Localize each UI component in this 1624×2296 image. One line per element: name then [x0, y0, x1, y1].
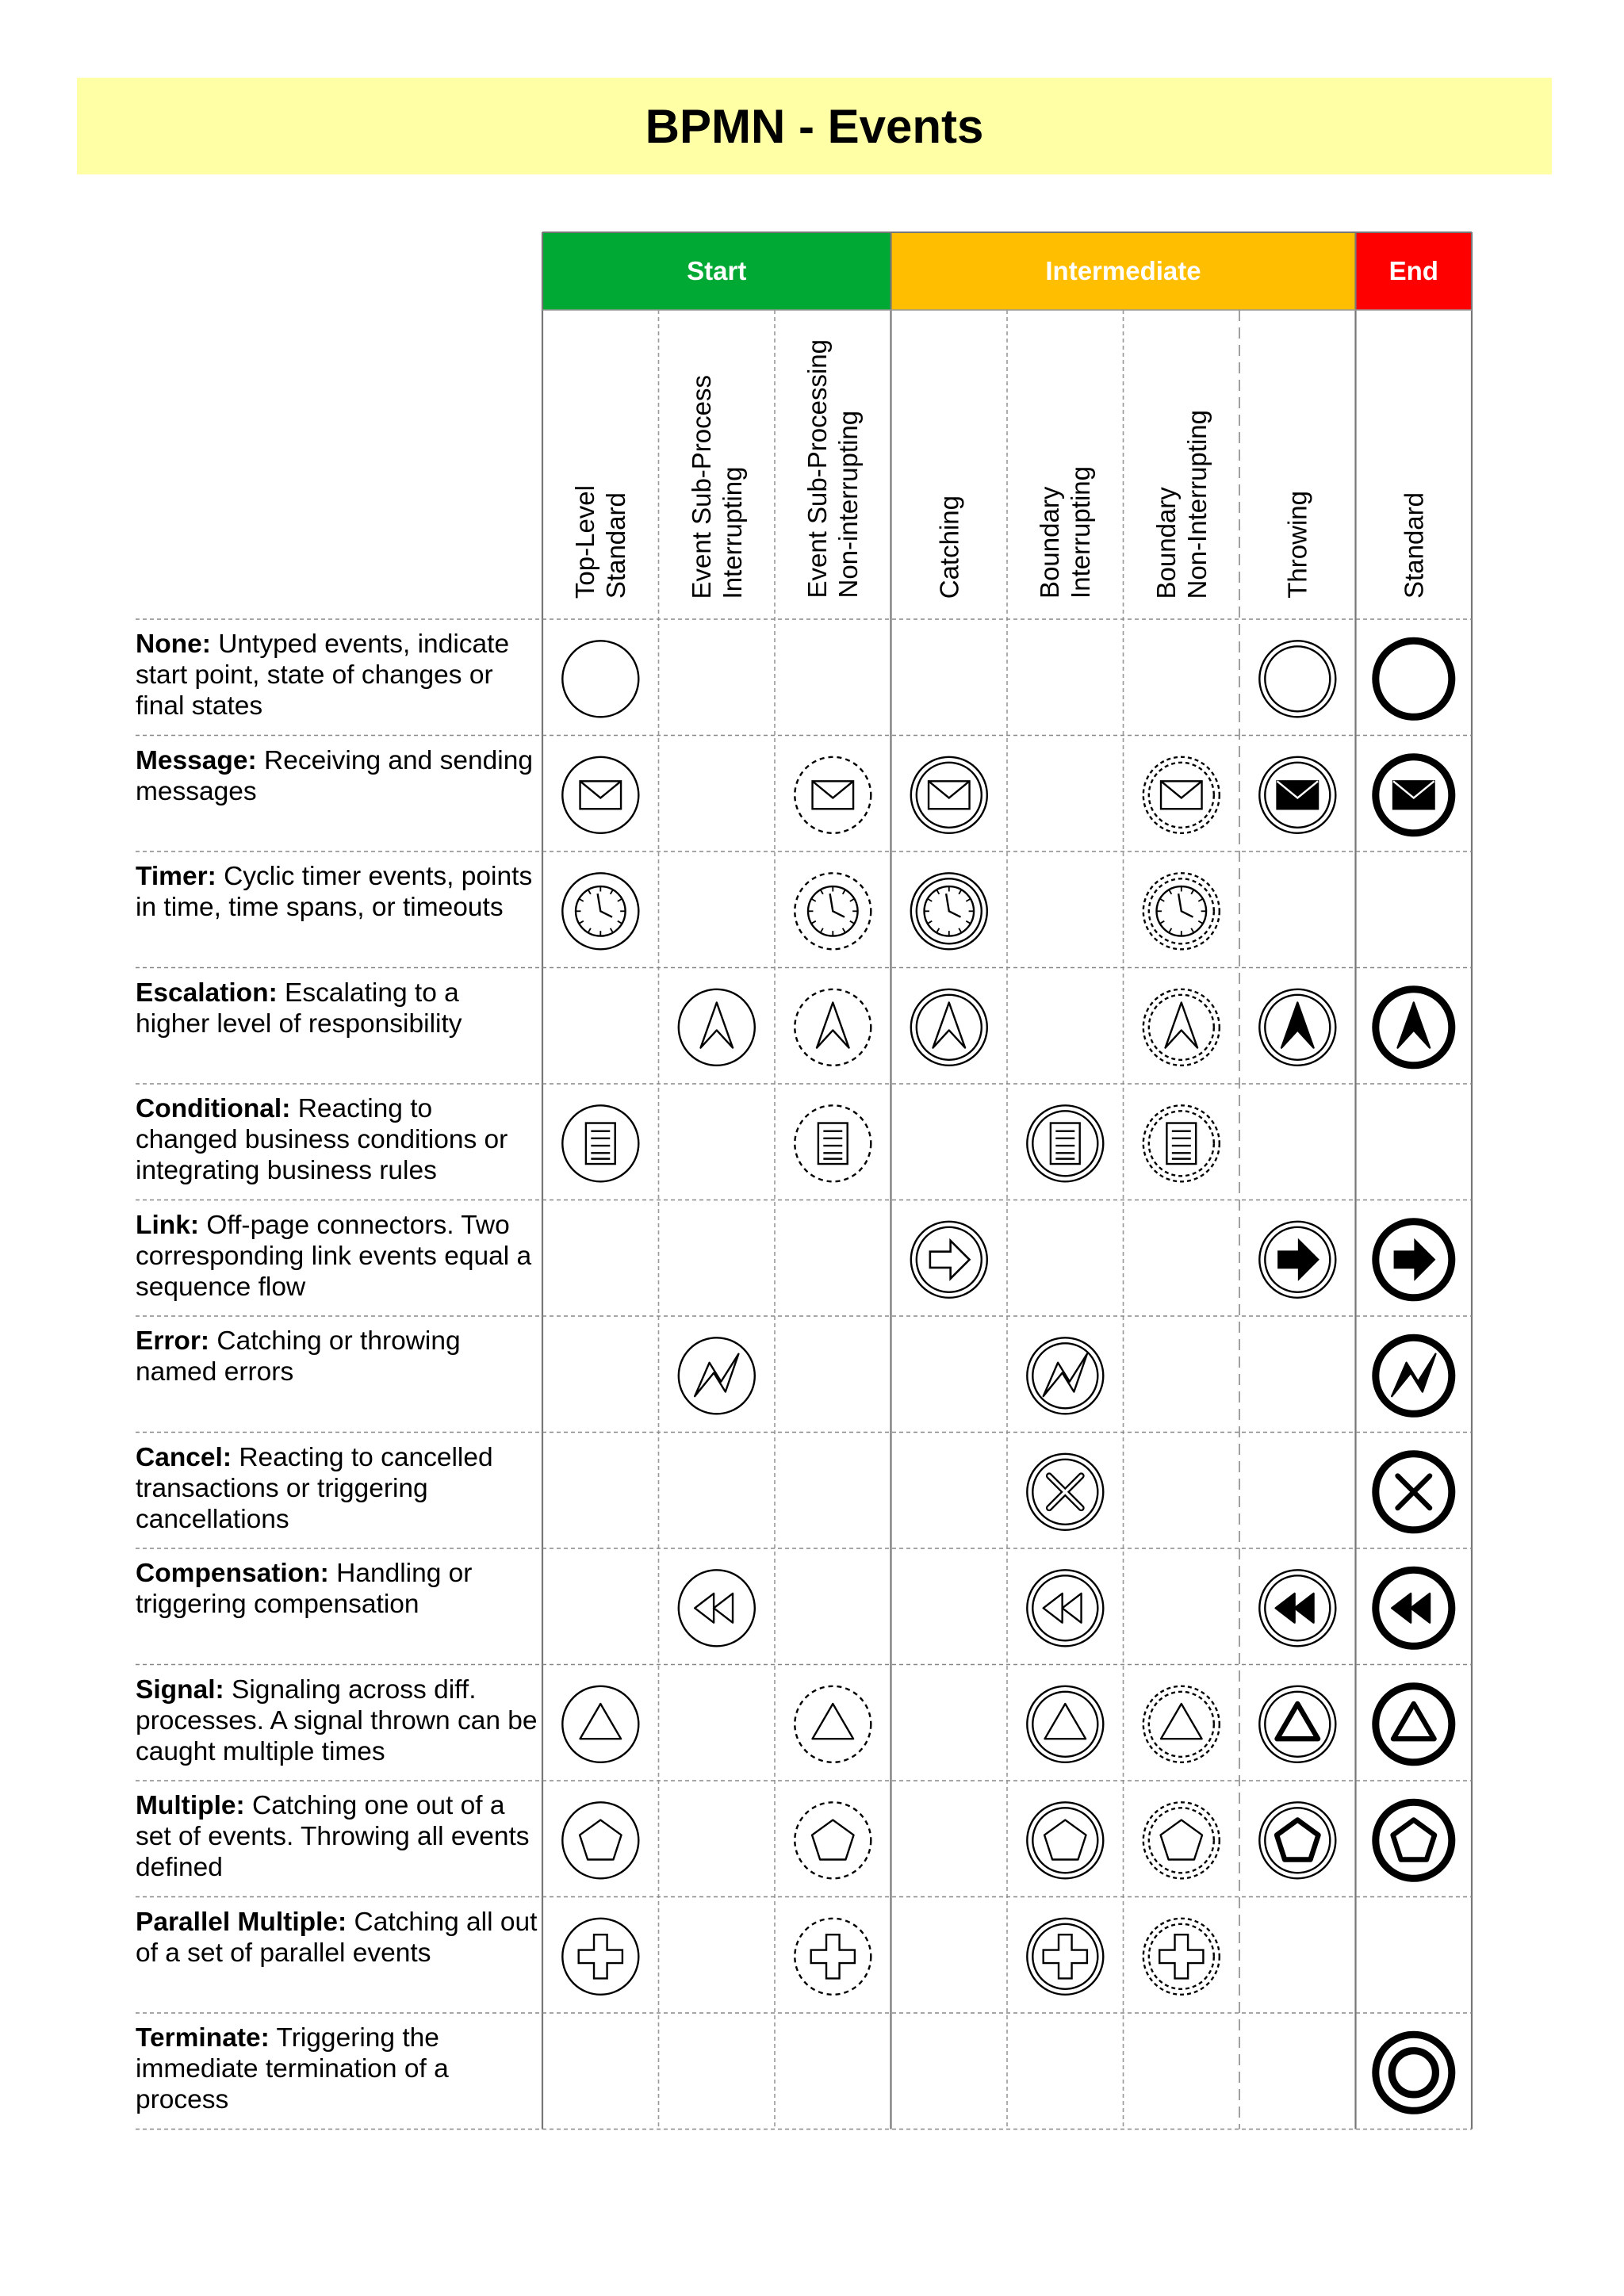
triangle-icon	[562, 1686, 638, 1762]
row-event-text: Catching one out of a set of events. Throwing all events defined	[136, 1791, 530, 1882]
row-description	[136, 1093, 540, 1186]
row-description	[136, 1326, 540, 1387]
row-event-text: Escalating to a higher level of responsibility	[136, 978, 462, 1039]
pentagon-icon	[795, 1802, 871, 1878]
group-header-0: Start	[687, 256, 747, 285]
row-description	[136, 1558, 540, 1620]
page-title: BPMN - Events	[645, 99, 984, 153]
column-header-line1: Event Sub-Processing	[802, 339, 833, 599]
triangle-icon	[1027, 1686, 1103, 1762]
column-header-line1: Catching	[934, 495, 964, 599]
rewind-icon	[1376, 1570, 1452, 1646]
x-icon	[1027, 1454, 1103, 1530]
column-header-line1: Top-Level	[570, 484, 600, 599]
none-icon	[1376, 641, 1452, 717]
column-header-line1: Standard	[1399, 492, 1429, 599]
row-description	[136, 1442, 540, 1535]
row-event-text: Receiving and sending messages	[136, 745, 533, 806]
plus-icon	[562, 1919, 638, 1995]
row-description	[136, 2022, 540, 2115]
x-icon	[1376, 1454, 1452, 1530]
envelope-icon	[795, 757, 871, 833]
row-event-text: Handling or triggering compensation	[136, 1559, 473, 1619]
row-description	[136, 861, 540, 923]
row-event-name: Link:	[136, 1210, 200, 1240]
row-event-text: Cyclic timer events, points in time, time spans, or timeouts	[136, 862, 533, 922]
document-lines-icon	[562, 1105, 638, 1181]
lightning-icon	[679, 1337, 755, 1414]
column-header-1	[659, 310, 776, 619]
row-event-name: Conditional:	[136, 1094, 291, 1123]
row-event-text: Catching or throwing named errors	[136, 1326, 461, 1387]
row-event-text: Triggering the immediate termination of a process	[136, 2023, 449, 2114]
row-description	[136, 1790, 540, 1883]
column-header-2	[775, 310, 891, 619]
clock-icon	[562, 873, 638, 949]
row-event-name: Error:	[136, 1326, 210, 1356]
clock-icon	[911, 873, 987, 949]
clock-icon	[795, 873, 871, 949]
pentagon-icon	[1143, 1802, 1220, 1878]
lightning-icon	[1027, 1337, 1103, 1414]
pentagon-icon	[1259, 1802, 1335, 1878]
row-description	[136, 1907, 540, 1969]
none-icon	[562, 641, 638, 717]
triangle-icon	[1376, 1686, 1452, 1762]
row-event-text: Reacting to cancelled transactions or triggering cancellations	[136, 1442, 493, 1534]
row-event-name: Cancel:	[136, 1442, 232, 1472]
row-event-name: Timer:	[136, 862, 216, 891]
escalation-arrow-icon	[1143, 989, 1220, 1066]
document-lines-icon	[795, 1105, 871, 1181]
plus-icon	[1143, 1919, 1220, 1995]
pentagon-icon	[1027, 1802, 1103, 1878]
document-lines-icon	[1027, 1105, 1103, 1181]
column-header-line1: Event Sub-Process	[686, 374, 716, 599]
row-event-name: Parallel Multiple:	[136, 1907, 347, 1937]
escalation-arrow-icon	[795, 989, 871, 1066]
right-arrow-icon	[1259, 1222, 1335, 1298]
row-event-text: Catching all out of a set of parallel events	[136, 1907, 538, 1968]
row-description	[136, 1210, 540, 1303]
triangle-icon	[1259, 1686, 1335, 1762]
row-description	[136, 629, 540, 721]
column-header-line1: Throwing	[1282, 491, 1312, 599]
group-header-2: End	[1388, 256, 1438, 285]
envelope-icon	[1376, 757, 1452, 833]
escalation-arrow-icon	[1376, 989, 1452, 1066]
column-header-3	[891, 310, 1008, 619]
row-description	[136, 978, 540, 1039]
row-description	[136, 745, 540, 807]
row-event-name: Escalation:	[136, 978, 278, 1008]
row-event-text: Untyped events, indicate start point, state of changes or final states	[136, 629, 510, 721]
row-event-text: Signaling across diff. processes. A signal thrown can be caught multiple times	[136, 1674, 538, 1766]
row-event-text: Reacting to changed business conditions or integrating business rules	[136, 1094, 508, 1185]
pentagon-icon	[562, 1802, 638, 1878]
column-header-5	[1124, 310, 1240, 619]
column-header-line1: Boundary	[1035, 486, 1065, 599]
column-header-0	[542, 310, 659, 619]
terminate-icon	[1376, 2034, 1452, 2110]
row-event-name: Message:	[136, 745, 257, 775]
row-event-name: None:	[136, 629, 211, 659]
clock-icon	[1143, 873, 1220, 949]
column-header-line2: Standard	[601, 492, 631, 599]
envelope-icon	[1143, 757, 1220, 833]
column-header-line2: Non-interrupting	[833, 411, 864, 599]
column-header-6	[1239, 310, 1356, 619]
right-arrow-icon	[1376, 1222, 1452, 1298]
escalation-arrow-icon	[1259, 989, 1335, 1066]
rewind-icon	[1027, 1570, 1103, 1646]
column-header-line2: Interrupting	[717, 466, 747, 599]
column-header-line2: Interrupting	[1066, 466, 1096, 599]
rewind-icon	[679, 1570, 755, 1646]
rewind-icon	[1259, 1570, 1335, 1646]
column-header-line1: Boundary	[1151, 486, 1181, 599]
lightning-icon	[1376, 1337, 1452, 1414]
column-header-line2: Non-Interrupting	[1182, 409, 1212, 599]
triangle-icon	[1143, 1686, 1220, 1762]
group-header-1: Intermediate	[1045, 256, 1201, 285]
pentagon-icon	[1376, 1802, 1452, 1878]
triangle-icon	[795, 1686, 871, 1762]
envelope-icon	[1259, 757, 1335, 833]
envelope-icon	[562, 757, 638, 833]
plus-icon	[795, 1919, 871, 1995]
envelope-icon	[911, 757, 987, 833]
none-icon	[1259, 641, 1335, 717]
row-event-name: Compensation:	[136, 1559, 329, 1588]
plus-icon	[1027, 1919, 1103, 1995]
column-header-7	[1356, 310, 1473, 619]
escalation-arrow-icon	[679, 989, 755, 1066]
column-header-4	[1007, 310, 1124, 619]
right-arrow-icon	[911, 1222, 987, 1298]
row-description	[136, 1674, 540, 1767]
document-lines-icon	[1143, 1105, 1220, 1181]
row-event-name: Terminate:	[136, 2023, 270, 2053]
row-event-name: Multiple:	[136, 1791, 245, 1820]
row-event-name: Signal:	[136, 1674, 224, 1705]
row-event-text: Off-page connectors. Two corresponding link events equal a sequence flow	[136, 1210, 532, 1302]
escalation-arrow-icon	[911, 989, 987, 1066]
